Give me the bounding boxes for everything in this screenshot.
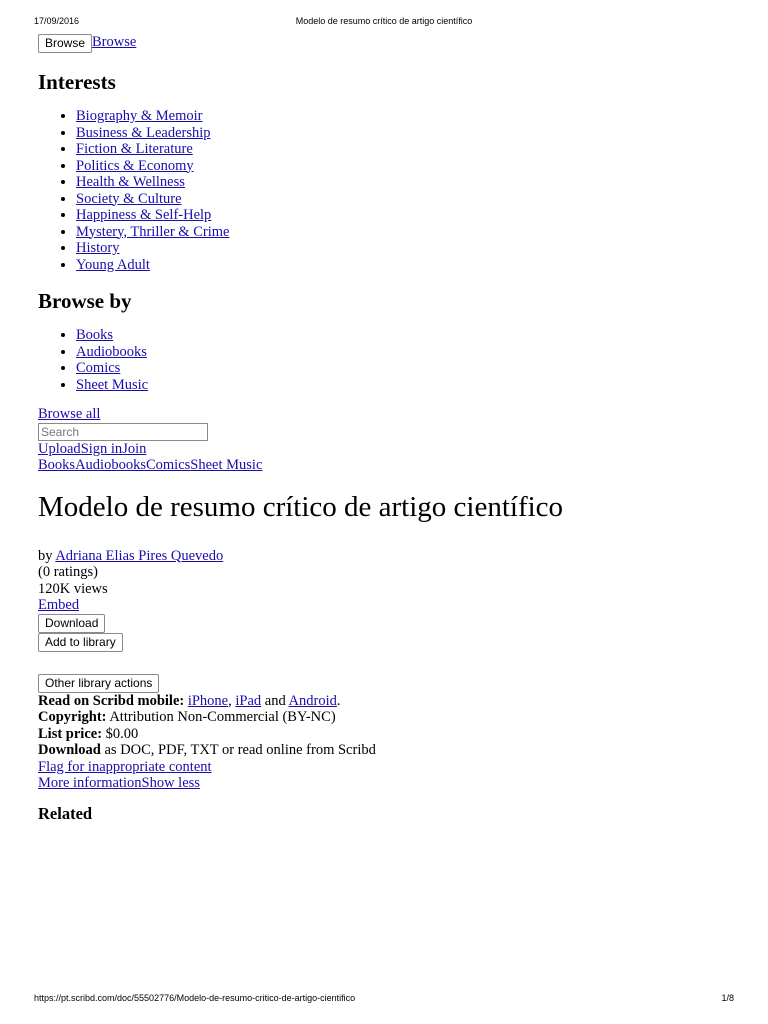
print-date: 17/09/2016 (34, 16, 80, 26)
browse-by-list (38, 327, 738, 393)
search-input[interactable]: Search (38, 423, 208, 441)
browse-by-heading: Browse by (38, 289, 132, 313)
interest-link[interactable]: History (76, 240, 120, 256)
list-item (76, 360, 738, 377)
show-less-link[interactable]: Show less (141, 775, 200, 791)
print-doc-title: Modelo de resumo crítico de artigo científico (295, 16, 473, 26)
browse-link[interactable]: Browse (92, 34, 137, 50)
audiobooks-link[interactable]: Audiobooks (75, 457, 146, 473)
list-item (76, 344, 738, 361)
interest-link[interactable]: Business & Leadership (76, 124, 211, 141)
and-text: and (264, 692, 286, 709)
books-link[interactable]: Books (38, 457, 76, 473)
browse-by-link[interactable]: Books (76, 327, 114, 343)
interest-link[interactable]: Young Adult (76, 256, 150, 273)
upload-link[interactable]: Upload (38, 440, 81, 457)
ratings-text: (0 ratings) (38, 564, 98, 580)
download-button[interactable]: Download (38, 614, 105, 633)
interest-link[interactable]: Politics & Economy (76, 157, 194, 174)
copyright-label: Copyright: (38, 709, 107, 725)
related-heading: Related (38, 803, 93, 823)
page-content (38, 34, 738, 822)
interests-list (38, 108, 738, 273)
browse-row (38, 34, 738, 54)
list-price-label: List price: (38, 725, 103, 742)
comics-link[interactable]: Comics (145, 457, 191, 473)
sign-in-link[interactable]: Sign in (80, 440, 123, 457)
read-mobile-label: Read on Scribd mobile: (38, 692, 185, 709)
interest-link[interactable]: Health & Wellness (76, 174, 185, 190)
list-item (76, 174, 738, 191)
download-label: Download (38, 742, 101, 758)
list-item (76, 141, 738, 158)
browse-by-link[interactable]: Comics (76, 360, 121, 376)
list-item (76, 240, 738, 257)
print-page-number: 1/8 (721, 993, 734, 1003)
author-line (38, 548, 738, 565)
browse-button[interactable]: Browse (38, 34, 92, 53)
interest-link[interactable]: Fiction & Literature (76, 141, 193, 157)
category-links (38, 457, 738, 474)
interest-link[interactable]: Mystery, Thriller & Crime (76, 223, 230, 240)
copyright-value: Attribution Non-Commercial (BY-NC) (109, 709, 336, 725)
list-price-value: $0.00 (105, 725, 139, 742)
list-item (76, 108, 738, 125)
list-item (76, 125, 738, 142)
list-price-line (38, 726, 738, 743)
embed-link[interactable]: Embed (38, 597, 80, 613)
sheet-music-link[interactable]: Sheet Music (190, 457, 263, 473)
print-url: https://pt.scribd.com/doc/55502776/Modelo-de-resumo-critico-de-artigo-cientifico (34, 993, 356, 1003)
views-text: 120K views (38, 580, 108, 597)
download-value: as DOC, PDF, TXT or read online from Scribd (104, 742, 376, 758)
interest-link[interactable]: Society & Culture (76, 190, 182, 207)
browse-by-link[interactable]: Audiobooks (76, 343, 147, 360)
interest-link[interactable]: Biography & Memoir (76, 108, 203, 124)
flag-link[interactable]: Flag for inappropriate content (38, 758, 212, 775)
document-title: Modelo de resumo crítico de artigo científico (38, 490, 564, 523)
list-item (76, 377, 738, 394)
browse-by-link[interactable]: Sheet Music (76, 376, 149, 393)
by-label: by (38, 547, 53, 564)
iphone-link[interactable]: iPhone (187, 692, 229, 709)
list-item (76, 191, 738, 208)
list-item (76, 207, 738, 224)
list-item (76, 158, 738, 175)
other-library-actions-button[interactable]: Other library actions (38, 674, 159, 693)
print-header (0, 16, 768, 30)
android-link[interactable]: Android (288, 692, 337, 709)
comma-text: , (228, 692, 232, 709)
more-information-link[interactable]: More information (38, 775, 142, 791)
print-footer (0, 993, 768, 1007)
list-item (76, 327, 738, 344)
interest-link[interactable]: Happiness & Self-Help (76, 207, 212, 223)
interests-heading: Interests (38, 70, 116, 94)
read-mobile-line (38, 693, 738, 710)
author-link[interactable]: Adriana Elias Pires Quevedo (55, 547, 224, 564)
join-link[interactable]: Join (122, 440, 147, 457)
list-item (76, 224, 738, 241)
browse-all-link[interactable]: Browse all (38, 406, 101, 422)
account-links (38, 441, 738, 458)
period-text: . (336, 692, 341, 709)
list-item (76, 257, 738, 274)
copyright-line (38, 709, 738, 726)
add-to-library-button[interactable]: Add to library (38, 633, 123, 652)
download-info-line (38, 742, 738, 759)
ipad-link[interactable]: iPad (235, 692, 262, 709)
